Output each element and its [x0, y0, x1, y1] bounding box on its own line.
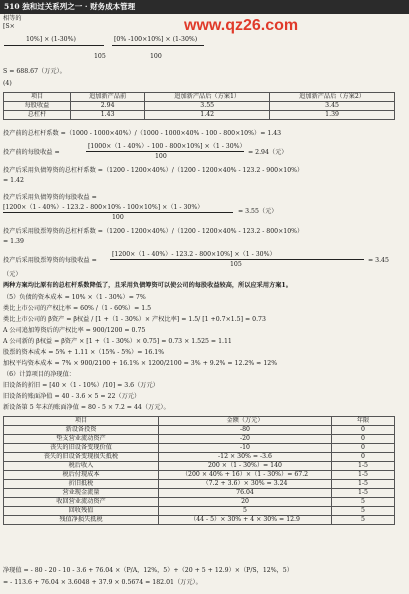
table-cell: 2.94: [71, 102, 145, 111]
table-cell: 1-5: [332, 489, 395, 498]
table-cell: 丧失的旧设备变现价值: [4, 444, 159, 453]
table-cell: 3.45: [270, 102, 395, 111]
table-header-cell: 项目: [4, 417, 159, 426]
npv-cashflow-table: [3, 416, 395, 525]
result-text: = 2.94（元）: [248, 149, 288, 156]
paragraph: 新设备第 5 年末的账面净值 = 80 - 5 × 7.2 = 44（万元）。: [3, 404, 170, 411]
section-label: （6）计算项目的净现值：: [3, 371, 75, 378]
paragraph: 两种方案均比原有的总杠杆系数降低了，且采用负债筹资可以使公司的每股收益较高，所以应采用方案1。: [3, 282, 292, 289]
paragraph: （5）负债的资本成本 = 10% ×（1 - 30%）= 7%: [3, 294, 146, 301]
table-cell: 5: [332, 507, 395, 516]
watermark: www.qz26.com: [184, 17, 299, 34]
table-cell: -20: [159, 435, 332, 444]
paragraph: 投产后采用负债筹资的每股收益 =: [3, 194, 97, 201]
table-cell: 0: [332, 426, 395, 435]
result-unit: （元）: [3, 271, 22, 278]
paragraph: A 公司新的 β权益 = β资产 × [1 +（1 - 30%）× 0.75] = 0.73 × 1.525 = 1.11: [3, 338, 232, 345]
page-header-title: 510 独和过关系列之一 · 财务成本管理: [4, 2, 136, 11]
table-cell: 1.42: [145, 111, 270, 120]
fraction-numerator: [1200×（1 - 40%）- 123.2 - 800×10% - 100×10%] ×（1 - 30%）: [3, 204, 204, 211]
table-header-row: [4, 93, 395, 102]
table-row: [4, 507, 395, 516]
table-cell: 5: [159, 507, 332, 516]
fraction-bar: [86, 151, 244, 152]
table-row: [4, 462, 395, 471]
table-cell: 76.04: [159, 489, 332, 498]
fraction-denominator: 100: [150, 53, 162, 60]
paragraph: 加权平均资本成本 = 7% × 900/2100 + 16.1% × 1200/2100 = 3% + 9.2% = 12.2% ≈ 12%: [3, 360, 278, 367]
table-cell: 0: [332, 444, 395, 453]
table-row: [4, 489, 395, 498]
table-cell: 1-5: [332, 471, 395, 480]
fraction-numerator: [1200×（1 - 40%）- 123.2 - 800×10%] ×（1 - 30%）: [112, 251, 276, 258]
paragraph: 旧设备的账面净值 = 40 - 3.6 × 5 = 22（万元）: [3, 393, 141, 400]
table-cell: 回收残值: [4, 507, 159, 516]
table-row: [4, 498, 395, 507]
table-cell: 税后收入: [4, 462, 159, 471]
result-text: = 3.45: [368, 257, 389, 264]
table-row: [4, 426, 395, 435]
table-row: [4, 444, 395, 453]
table-cell: （44 - 5）× 30% + 4 × 30% = 12.9: [159, 516, 332, 525]
fraction-numerator: [0% -100×10%] × (1-30%): [114, 36, 198, 43]
eps-leverage-table: [3, 92, 395, 120]
table-cell: 丧失的旧设备变现损失抵税: [4, 453, 159, 462]
table-cell: 3.55: [145, 102, 270, 111]
table-header-row: [4, 417, 395, 426]
paragraph: 类比上市公司的 β资产 = β权益 / [1 +（1 - 30%）× 产权比率] = 1.5/ [1 +0.7×1.5] = 0.73: [3, 316, 266, 323]
section-label: (4): [3, 80, 12, 87]
table-cell: -12 × 30% = -3.6: [159, 453, 332, 462]
table-header-cell: 追加新产品后（方案2）: [270, 93, 395, 102]
paragraph: 投产后采用负债筹资的总杠杆系数 =（1200 - 1200×40%）/（1200 - 1200×40% - 123.2 - 900×10%）: [3, 167, 304, 174]
table-row: [4, 111, 395, 120]
table-cell: 0: [332, 435, 395, 444]
fraction-numerator: [1000×（1 - 40%）- 100 - 800×10%] ×（1 - 30%）: [88, 143, 246, 150]
table-row: [4, 480, 395, 489]
fraction-bar: [112, 45, 204, 46]
table-cell: 1.39: [270, 111, 395, 120]
table-cell: 20: [159, 498, 332, 507]
table-cell: 营业现金流量: [4, 489, 159, 498]
table-cell: 0: [332, 453, 395, 462]
result-text: = 3.55（元）: [238, 208, 278, 215]
npv-line: = - 113.6 + 76.04 × 3.6048 + 37.9 × 0.5674 = 182.01（万元）。: [3, 579, 202, 586]
table-cell: （7.2 + 3.6）× 30% = 3.24: [159, 480, 332, 489]
table-cell: 5: [332, 498, 395, 507]
table-header-cell: 追加新产品后（方案1）: [145, 93, 270, 102]
table-header-cell: 金额（万元）: [159, 417, 332, 426]
table-cell: 新设备投资: [4, 426, 159, 435]
paragraph: = 1.42: [3, 177, 24, 184]
paragraph: A 公司追加筹资后的产权比率 = 900/1200 = 0.75: [3, 327, 146, 334]
table-row: [4, 516, 395, 525]
table-cell: 1-5: [332, 480, 395, 489]
table-row: [4, 453, 395, 462]
table-cell: （200 × 40% + 16）×（1 - 30%）= 67.2: [159, 471, 332, 480]
text-line: S = 688.67（万元）。: [3, 68, 66, 75]
table-row: [4, 471, 395, 480]
table-cell: 折旧抵税: [4, 480, 159, 489]
table-cell: 总杠杆: [4, 111, 71, 120]
paragraph: 股票的资本成本 = 5% + 1.11 ×（15% - 5%）= 16.1%: [3, 349, 165, 356]
fraction-bar: [3, 212, 233, 213]
table-row: [4, 102, 395, 111]
table-cell: 残值净损失抵税: [4, 516, 159, 525]
table-header-cell: 项目: [4, 93, 71, 102]
text-line: [S×: [3, 23, 15, 30]
fraction-bar: [4, 45, 104, 46]
fraction-denominator: 100: [112, 214, 124, 221]
table-header-cell: 追加新产品前: [71, 93, 145, 102]
paragraph: 旧设备的折旧 = [40 ×（1 - 10%）/10] = 3.6（万元）: [3, 382, 159, 389]
table-cell: 1.43: [71, 111, 145, 120]
paragraph: 类比上市公司的产权比率 = 60% /（1 - 60%）= 1.5: [3, 305, 152, 312]
fraction-numerator: 10%] × (1-30%): [26, 36, 76, 43]
paragraph: 投产后采用股票筹资的总杠杆系数 =（1200 - 1200×40%）/（1200 - 1200×40% - 123.2 - 800×10%）: [3, 228, 304, 235]
table-cell: -10: [159, 444, 332, 453]
table-cell: 垫支营业流动资产: [4, 435, 159, 444]
npv-line: 净现值 = - 80 - 20 - 10 - 3.6 + 76.04 ×（P/A，12%，5）+（20 + 5 + 12.9）×（P/S，12%，5）: [3, 567, 293, 574]
paragraph: 投产前的总杠杆系数 =（1000 - 1000×40%）/（1000 - 1000×40% - 100 - 800×10%）= 1.43: [3, 130, 282, 137]
table-cell: 收回营业流动资产: [4, 498, 159, 507]
table-cell: 5: [332, 516, 395, 525]
paragraph: 投产前的每股收益 =: [3, 149, 60, 156]
fraction-denominator: 100: [155, 153, 167, 160]
text-line: 相等的: [3, 15, 22, 22]
fraction-denominator: 105: [94, 53, 106, 60]
table-cell: 1-5: [332, 462, 395, 471]
table-header-cell: 年限: [332, 417, 395, 426]
table-cell: -80: [159, 426, 332, 435]
paragraph: 投产后采用股票筹资的每股收益 =: [3, 257, 97, 264]
table-cell: 税后付现成本: [4, 471, 159, 480]
table-row: [4, 435, 395, 444]
fraction-bar: [110, 259, 364, 260]
fraction-denominator: 105: [230, 261, 242, 268]
paragraph: = 1.39: [3, 238, 24, 245]
table-cell: 每股收益: [4, 102, 71, 111]
table-cell: 200 ×（1 - 30%）= 140: [159, 462, 332, 471]
